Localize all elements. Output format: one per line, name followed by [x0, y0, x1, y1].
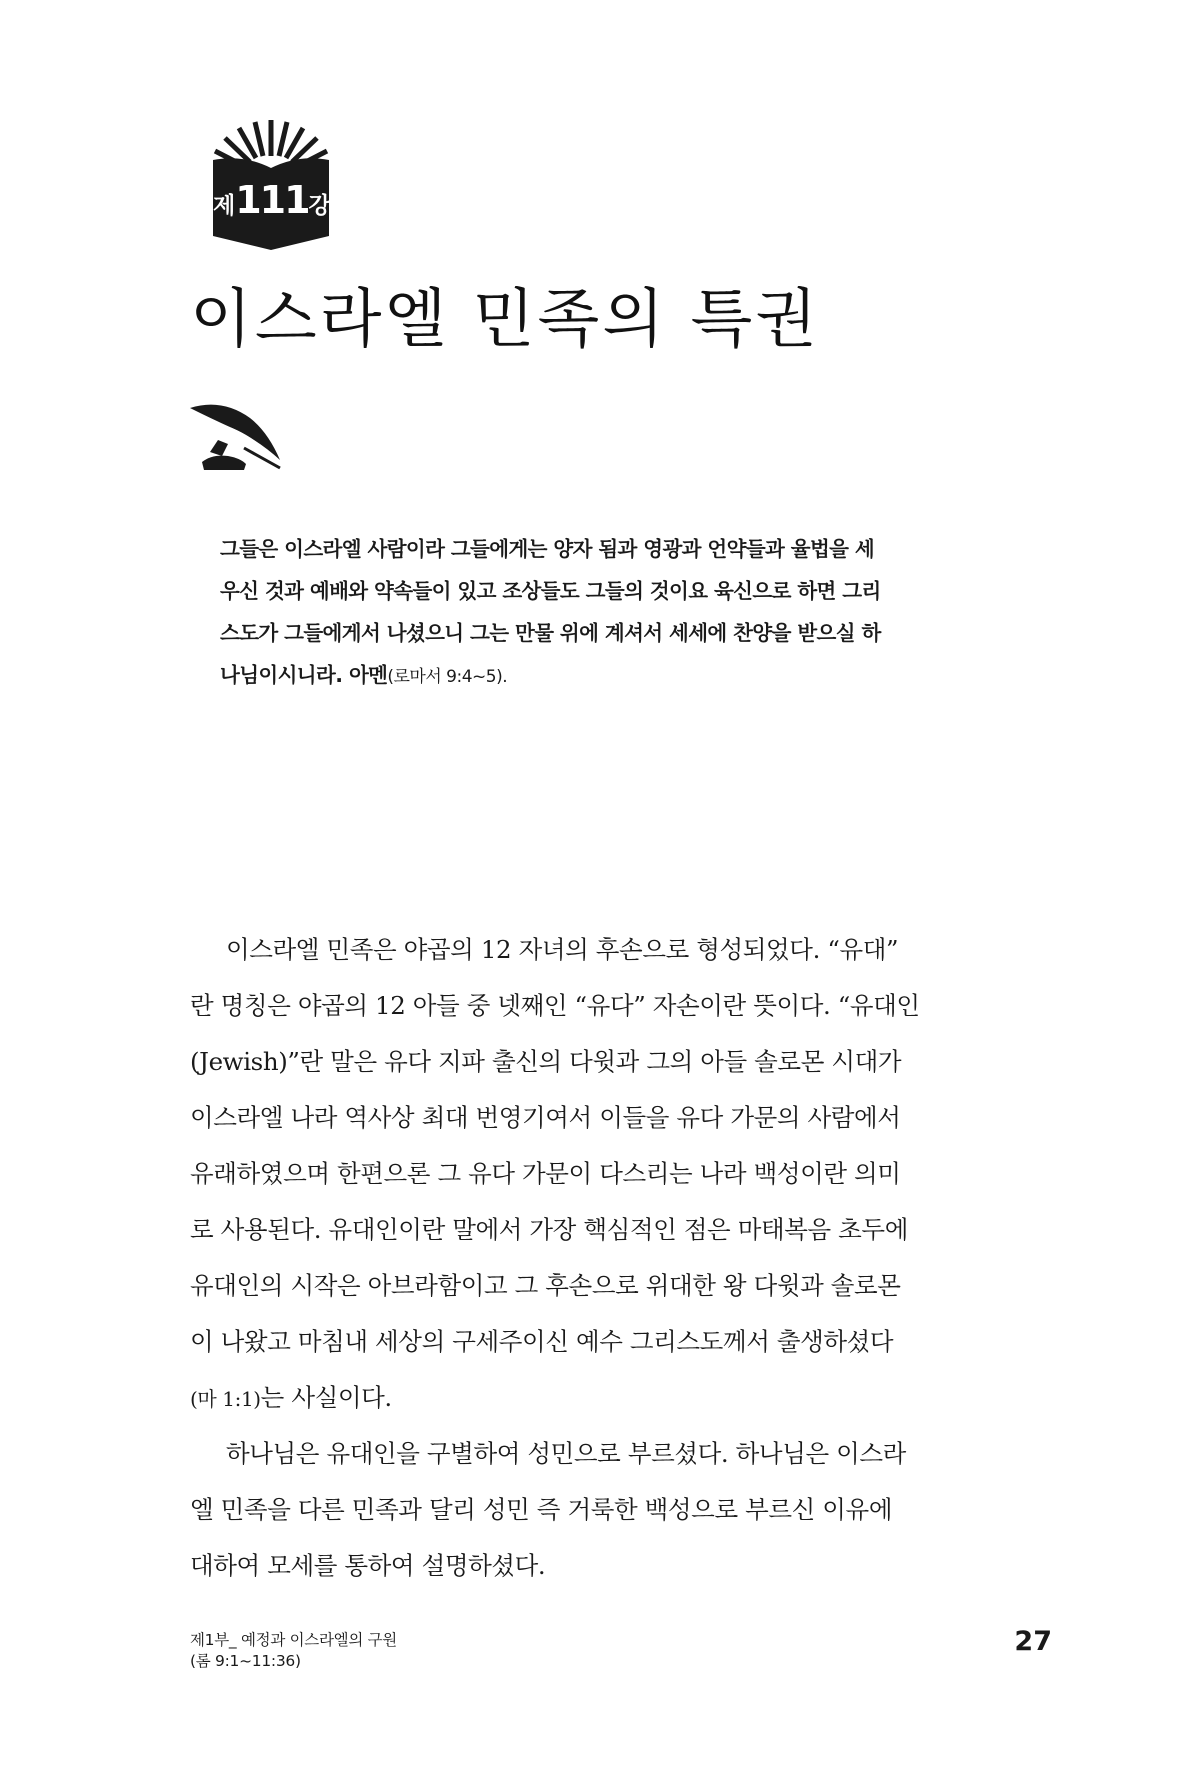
body-line: (Jewish)”란 말은 유다 지파 출신의 다윗과 그의 아들 솔로몬 시대가: [190, 1047, 902, 1076]
epigraph-line-text: 나님이시니라. 아멘: [220, 663, 388, 687]
chapter-prefix: 제: [213, 193, 236, 219]
body-line: 하나님은 유대인을 구별하여 성민으로 부르셨다. 하나님은 이스라: [226, 1439, 906, 1468]
body-text: [190, 922, 1060, 1594]
quill-inkwell-icon: [188, 400, 288, 472]
body-line-last: [190, 1370, 1060, 1426]
body-line: 로 사용된다. 유대인이란 말에서 가장 핵심적인 점은 마태복음 초두에: [190, 1215, 908, 1244]
chapter-number: [213, 178, 329, 222]
body-line: 유대인의 시작은 아브라함이고 그 후손으로 위대한 왕 다윗과 솔로몬: [190, 1271, 901, 1300]
chapter-number-value: 111: [235, 178, 309, 222]
epigraph-line: 스도가 그들에게서 나셨으니 그는 만물 위에 계셔서 세세에 찬양을 받으실 하: [220, 621, 881, 645]
footer-part-title: 제1부_ 예정과 이스라엘의 구원: [190, 1631, 397, 1649]
body-line: 유래하였으며 한편으론 그 유다 가문이 다스리는 나라 백성이란 의미: [190, 1159, 901, 1188]
epigraph-line: 그들은 이스라엘 사람이라 그들에게는 양자 됨과 영광과 언약들과 율법을 세: [220, 537, 875, 561]
chapter-suffix: 강: [308, 193, 331, 219]
body-reference: (마 1:1): [190, 1387, 261, 1411]
body-line: 이스라엘 민족은 야곱의 12 자녀의 후손으로 형성되었다. “유대”: [226, 935, 899, 964]
body-line: 이스라엘 나라 역사상 최대 번영기여서 이들을 유다 가문의 사람에서: [190, 1103, 901, 1132]
running-footer: [190, 1630, 397, 1672]
epigraph-line: 우신 것과 예배와 약속들이 있고 조상들도 그들의 것이요 육신으로 하면 그리: [220, 579, 881, 603]
footer-range: (롬 9:1~11:36): [190, 1652, 301, 1670]
body-line-text: 는 사실이다.: [260, 1383, 392, 1412]
chapter-title: 이스라엘 민족의 특권: [190, 283, 821, 357]
epigraph-reference: (로마서 9:4~5).: [387, 667, 508, 687]
epigraph-line-last: [220, 654, 960, 696]
epigraph-scripture: [220, 528, 960, 696]
body-line: 대하여 모세를 통하여 설명하셨다.: [190, 1551, 546, 1580]
body-line: 란 명칭은 야곱의 12 아들 중 넷째인 “유다” 자손이란 뜻이다. “유대인: [190, 991, 920, 1020]
body-line: 엘 민족을 다른 민족과 달리 성민 즉 거룩한 백성으로 부르신 이유에: [190, 1495, 893, 1524]
body-line: 이 나왔고 마침내 세상의 구세주이신 예수 그리스도께서 출생하셨다: [190, 1327, 894, 1356]
page-number: 27: [1014, 1626, 1052, 1657]
chapter-badge: [213, 118, 329, 250]
